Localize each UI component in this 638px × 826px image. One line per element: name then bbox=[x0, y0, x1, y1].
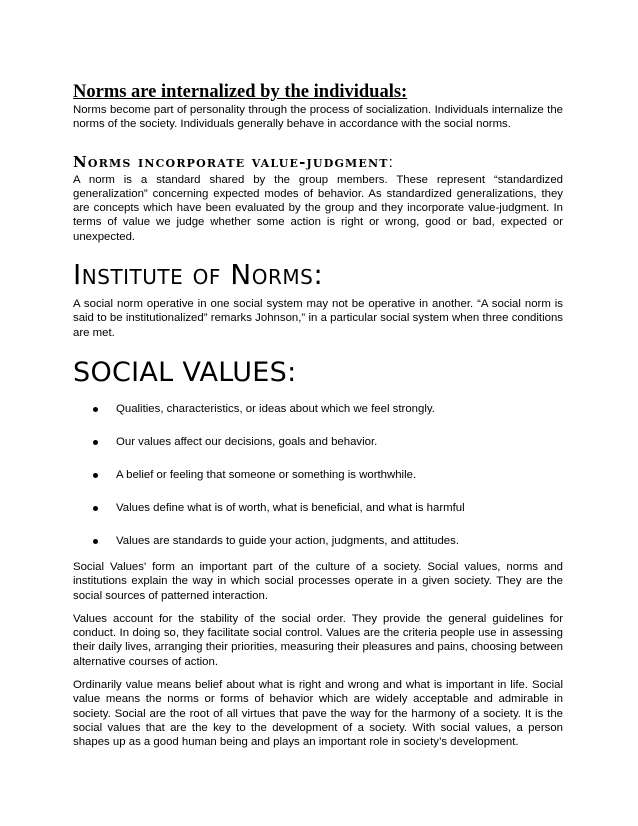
paragraph-social-values-3: Ordinarily value means belief about what is right and wrong and what is important in life. Social value means the norms or forms of behavior which are widely acceptable and admirable in society. Social are the root of all virtues that pave the way for the harmony of a society. It is the social values that are the key to the development of a society. With social values, a person shapes up as a good human being and plays an important role in society’s development. bbox=[73, 679, 563, 749]
heading-institute-of-norms: Institute of Norms: bbox=[73, 258, 324, 292]
list-item bbox=[73, 534, 563, 548]
bullet-icon bbox=[93, 506, 98, 511]
list-item bbox=[73, 468, 563, 482]
paragraph-institute-of-norms: A social norm operative in one social system may not be operative in another. “A social norm is said to be institutionalized” remarks Johnson,” in a particular social system when three conditions are met. bbox=[73, 298, 563, 339]
list-item bbox=[73, 435, 563, 449]
paragraph-norms-internalized: Norms become part of personality through the process of socialization. Individuals internalize the norms of the society. Individuals generally behave in accordance with the social norms. bbox=[73, 104, 563, 131]
list-item-text: Our values affect our decisions, goals and behavior. bbox=[116, 435, 378, 448]
list-item bbox=[73, 402, 563, 416]
bullet-icon bbox=[93, 440, 98, 445]
list-item-text: Values are standards to guide your action, judgments, and attitudes. bbox=[116, 534, 459, 547]
heading-norms-value-judgment bbox=[73, 152, 563, 173]
bullet-icon bbox=[93, 539, 98, 544]
heading-social-values: SOCIAL VALUES: bbox=[73, 356, 297, 388]
heading-colon: : bbox=[388, 153, 395, 171]
list-item bbox=[73, 501, 563, 515]
paragraph-social-values-1: Social Values' form an important part of the culture of a society. Social values, norms and institutions explain the way in which social processes operate in a given society. They are the social sources of patterned interaction. bbox=[73, 560, 563, 602]
document-page bbox=[73, 81, 563, 750]
paragraph-norms-value-judgment: A norm is a standard shared by the group members. These represent “standardized generalization” concerning expected modes of behavior. As standardized generalizations, they are concepts which have been evaluated by the group and they incorporate value-judgment. In terms of value we judge whether some action is right or wrong, good or bad, expected or unexpected. bbox=[73, 173, 563, 243]
bullet-icon bbox=[93, 473, 98, 478]
list-item-text: A belief or feeling that someone or something is worthwhile. bbox=[116, 468, 417, 481]
bullet-icon bbox=[93, 407, 98, 412]
list-item-text: Values define what is of worth, what is beneficial, and what is harmful bbox=[116, 501, 465, 514]
social-values-list bbox=[73, 402, 563, 548]
paragraph-social-values-2: Values account for the stability of the social order. They provide the general guidelines for conduct. In doing so, they facilitate social control. Values are the criteria people use in assessing their daily lives, arranging their priorities, measuring their pleasures and pains, choosing between alternative courses of action. bbox=[73, 612, 563, 668]
heading-norms-value-judgment-text: Norms incorporate value-judgment bbox=[73, 152, 389, 171]
list-item-text: Qualities, characteristics, or ideas about which we feel strongly. bbox=[116, 402, 435, 415]
heading-norms-internalized: Norms are internalized by the individuals: bbox=[73, 82, 408, 102]
